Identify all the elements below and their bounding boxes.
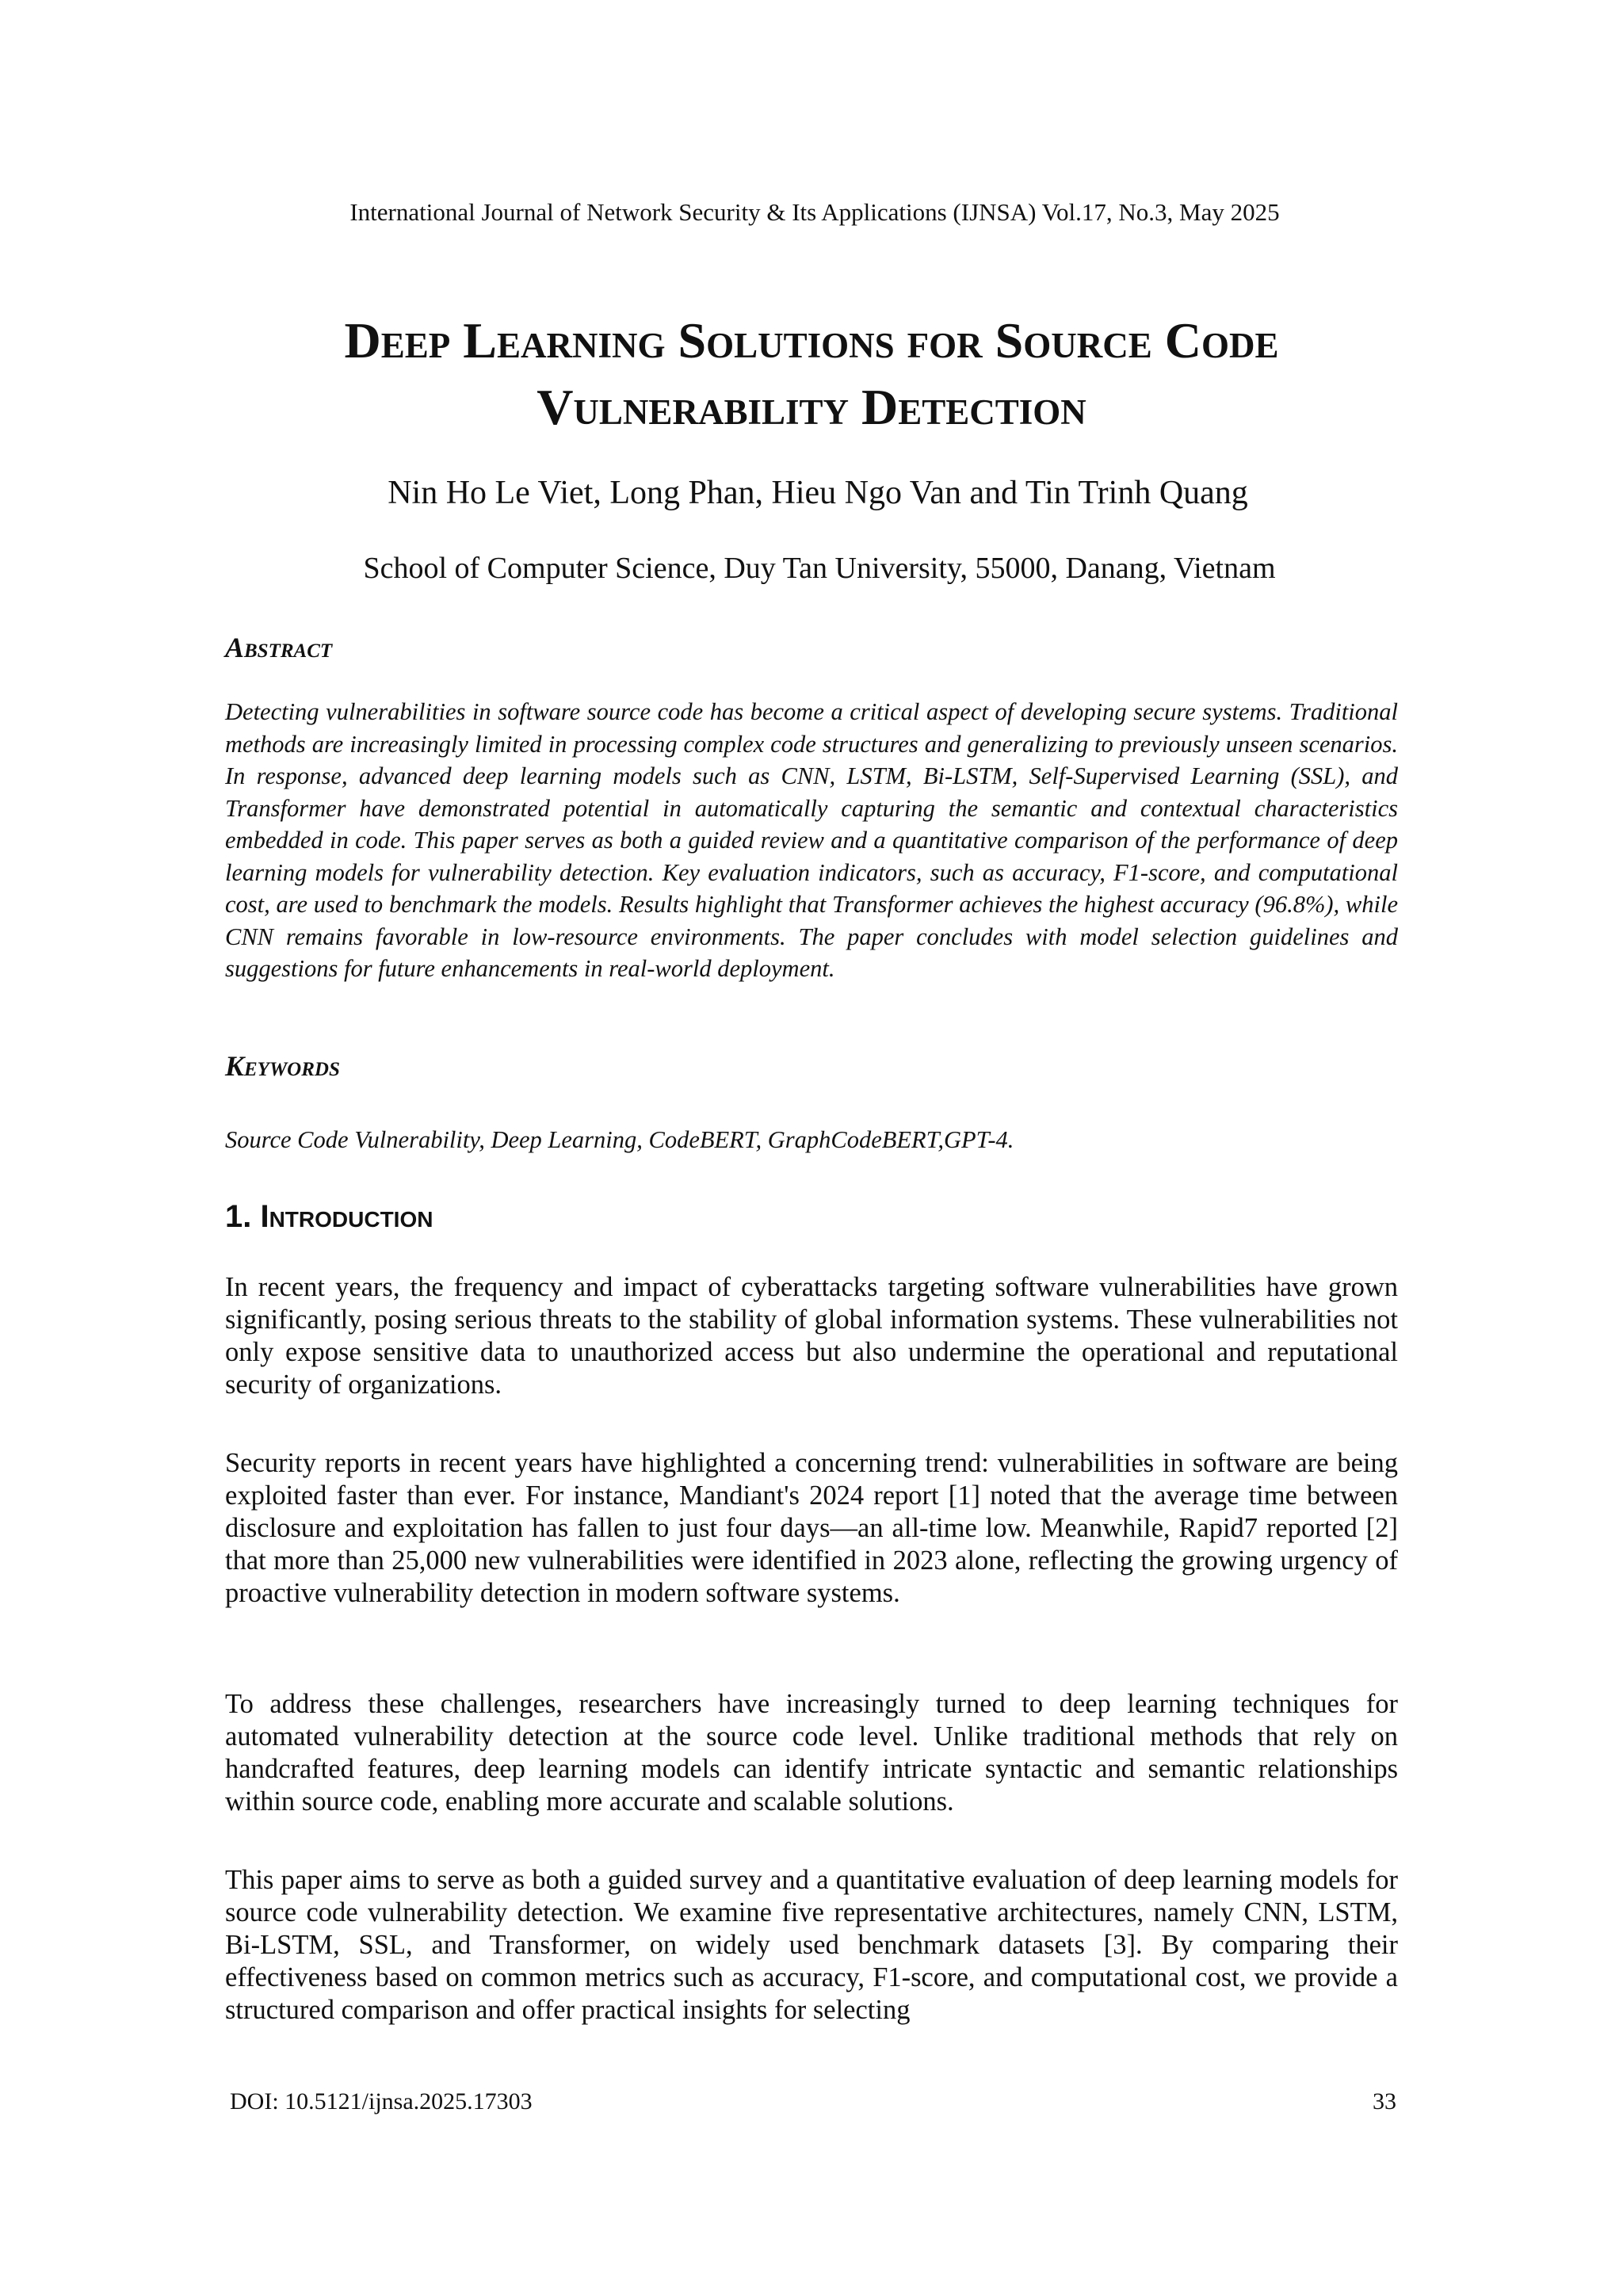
keywords-text: Source Code Vulnerability, Deep Learning, CodeBERT, GraphCodeBERT,GPT-4.	[225, 1126, 1014, 1153]
abstract-heading: Abstract	[225, 632, 333, 663]
intro-paragraph-2: Security reports in recent years have highlighted a concerning trend: vulnerabilities in software are being exploited faster than ever. For instance, Mandiant's 2024 report [1] noted that the average time between disclosure and exploitation has fallen to just four days—an all-time low. Meanwhile, Rapid7 reported [2] that more than 25,000 new vulnerabilities were identified in 2023 alone, reflecting the growing urgency of proactive vulnerability detection in modern software systems.	[225, 1448, 1398, 1608]
introduction-heading: 1. Introduction	[225, 1199, 433, 1234]
abstract-text: Detecting vulnerabilities in software source code has become a critical aspect of developing secure systems. Traditional methods are increasingly limited in processing complex code structures and generalizing to previously unseen scenarios. In response, advanced deep learning models such as CNN, LSTM, Bi-LSTM, Self-Supervised Learning (SSL), and Transformer have demonstrated potential in automatically capturing the semantic and contextual characteristics embedded in code. This paper serves as both a guided review and a quantitative comparison of the performance of deep learning models for vulnerability detection. Key evaluation indicators, such as accuracy, F1-score, and computational cost, are used to benchmark the models. Results highlight that Transformer achieves the highest accuracy (96.8%), while CNN remains favorable in low-resource environments. The paper concludes with model selection guidelines and suggestions for future enhancements in real-world deployment.	[225, 698, 1398, 982]
intro-paragraph-1: In recent years, the frequency and impact of cyberattacks targeting software vulnerabilities have grown significantly, posing serious threats to the stability of global information systems. These vulnerabilities not only expose sensitive data to unauthorized access but also undermine the operational and reputational security of organizations.	[225, 1272, 1398, 1400]
intro-paragraph-3: To address these challenges, researchers have increasingly turned to deep learning techniques for automated vulnerability detection at the source code level. Unlike traditional methods that rely on handcrafted features, deep learning models can identify intricate syntactic and semantic relationships within source code, enabling more accurate and scalable solutions.	[225, 1689, 1398, 1817]
paper-title-line-2: Vulnerability Detection	[537, 379, 1086, 435]
author-affiliation: School of Computer Science, Duy Tan University, 55000, Danang, Vietnam	[363, 552, 1276, 585]
page-number: 33	[1373, 2088, 1396, 2115]
paper-title-line-1: Deep Learning Solutions for Source Code	[344, 312, 1279, 369]
keywords-heading: Keywords	[225, 1050, 340, 1082]
intro-paragraph-4: This paper aims to serve as both a guided survey and a quantitative evaluation of deep learning models for source code vulnerability detection. We examine five representative architectures, namely CNN, LSTM, Bi-LSTM, SSL, and Transformer, on widely used benchmark datasets [3]. By comparing their effectiveness based on common metrics such as accuracy, F1-score, and computational cost, we provide a structured comparison and offer practical insights for selecting	[225, 1865, 1398, 2025]
author-list: Nin Ho Le Viet, Long Phan, Hieu Ngo Van and Tin Trinh Quang	[388, 475, 1248, 511]
running-header: International Journal of Network Security & Its Applications (IJNSA) Vol.17, No.3, May 2025	[349, 198, 1280, 226]
doi-footer: DOI: 10.5121/ijnsa.2025.17303	[230, 2088, 533, 2115]
paper-title	[158, 308, 1465, 441]
